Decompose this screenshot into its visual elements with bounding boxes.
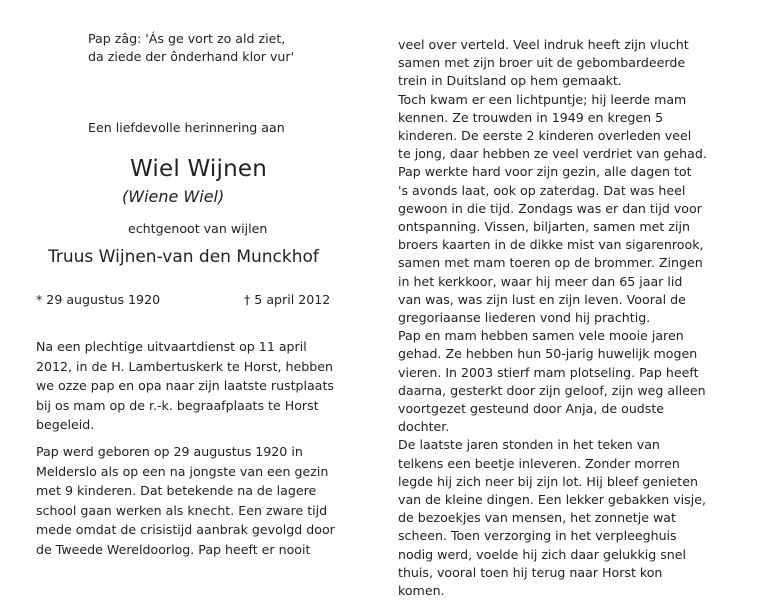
- text-line: scheen. Toen verzorging in het verpleeghuis: [398, 528, 677, 544]
- text-line: Melderslo als op een na jongste van een gezin: [36, 463, 329, 479]
- text-line: met 9 kinderen. Dat betekende na de lagere: [36, 483, 317, 498]
- text-line: de bezoekjes van mensen, het zonnetje wat: [398, 510, 676, 526]
- text-line: te jong, daar hebben ze veel verdriet van gehad.: [398, 146, 707, 162]
- text-line: 2012, in de H. Lambertuskerk te Horst, hebben: [36, 358, 334, 374]
- text-line: ontspanning. Vissen, biljarten, samen met zijn: [398, 219, 690, 235]
- text-line: kinderen. De eerste 2 kinderen overleden veel: [398, 128, 692, 144]
- text-line: daarna, gesterkt door zijn geloof, zijn weg alleen: [398, 382, 706, 398]
- text-line: Pap en mam hebben samen vele mooie jaren: [398, 328, 684, 344]
- text-line: gewoon in die tijd. Zondags was er dan tijd voor: [398, 200, 702, 216]
- text-line: Pap werkte hard voor zijn gezin, alle dagen tot: [398, 164, 692, 180]
- motto-line: da ziede der ônderhand klor vur': [88, 49, 295, 64]
- spouse-intro: echtgenoot van wijlen: [128, 221, 268, 236]
- text-line: mede omdat de crisistijd aanbrak gevolgd door: [36, 522, 335, 537]
- text-line: vieren. In 2003 stierf mam plotseling. Pap heeft: [398, 364, 699, 380]
- text-line: in het kerkkoor, waar hij meer dan 65 jaar lid: [398, 273, 683, 289]
- text-line: bij os mam op de r.-k. begraafplaats te Horst: [36, 397, 319, 413]
- text-line: dochter.: [398, 419, 450, 435]
- paragraph-funeral: [36, 337, 334, 435]
- text-line: samen met zijn broer uit de gebombardeerde: [398, 55, 686, 71]
- birth-date: * 29 augustus 1920: [36, 292, 161, 307]
- text-line: legde hij zich neer bij zijn lot. Hij bleef genieten: [398, 473, 698, 489]
- deceased-name: Wiel Wijnen: [130, 156, 267, 182]
- intro-text: Een liefdevolle herinnering aan: [88, 120, 285, 135]
- death-date: † 5 april 2012: [244, 292, 331, 307]
- text-line: voortgezet gesteund door Anja, de oudste: [398, 401, 665, 417]
- text-line: gregoriaanse liederen vond hij prachtig.: [398, 310, 651, 326]
- text-line: samen met mam toeren op de brommer. Zingen: [398, 255, 703, 271]
- text-line: De laatste jaren stonden in het teken van: [398, 437, 660, 453]
- text-line: 's avonds laat, ook op zaterdag. Dat was heel: [398, 182, 686, 198]
- text-line: Pap werd geboren op 29 augustus 1920 in: [36, 444, 303, 459]
- paragraph-biography: [36, 442, 335, 559]
- text-line: Toch kwam er een lichtpuntje; hij leerde mam: [398, 91, 687, 107]
- motto-line: Pap zâg: 'Ás ge vort zo ald ziet,: [88, 31, 286, 46]
- text-line: trein in Duitsland op hem gemaakt.: [398, 73, 622, 89]
- text-line: telkens een beetje inleveren. Zonder morren: [398, 455, 680, 471]
- text-line: school gaan werken als knecht. Een zware tijd: [36, 502, 328, 518]
- text-line: veel over verteld. Veel indruk heeft zijn vlucht: [398, 37, 689, 52]
- text-line: begeleid.: [36, 417, 95, 432]
- motto: [88, 30, 294, 66]
- spouse-name: Truus Wijnen-van den Munckhof: [48, 247, 319, 267]
- text-line: kennen. Ze trouwden in 1949 en kregen 5: [398, 109, 664, 125]
- text-line: broers kaarten in de dikke mist van sigarenrook,: [398, 237, 704, 253]
- right-column: [398, 36, 738, 600]
- text-line: nodig werd, voelde hij zich daar gelukkig snel: [398, 546, 687, 562]
- text-line: thuis, vooral toen hij terug naar Horst kon: [398, 564, 663, 580]
- text-line: we ozze pap en opa naar zijn laatste rustplaats: [36, 378, 334, 393]
- text-line: gehad. Ze hebben hun 50-jarig huwelijk mogen: [398, 346, 698, 362]
- text-line: de Tweede Wereldoorlog. Pap heeft er nooit: [36, 541, 311, 557]
- text-line: van was, was zijn lust en zijn leven. Vooral de: [398, 291, 686, 307]
- text-line: komen.: [398, 583, 445, 599]
- text-line: Na een plechtige uitvaartdienst op 11 april: [36, 339, 307, 354]
- deceased-nickname: (Wiene Wiel): [122, 187, 225, 206]
- text-line: van de kleine dingen. Een lekker gebakken visje,: [398, 492, 706, 508]
